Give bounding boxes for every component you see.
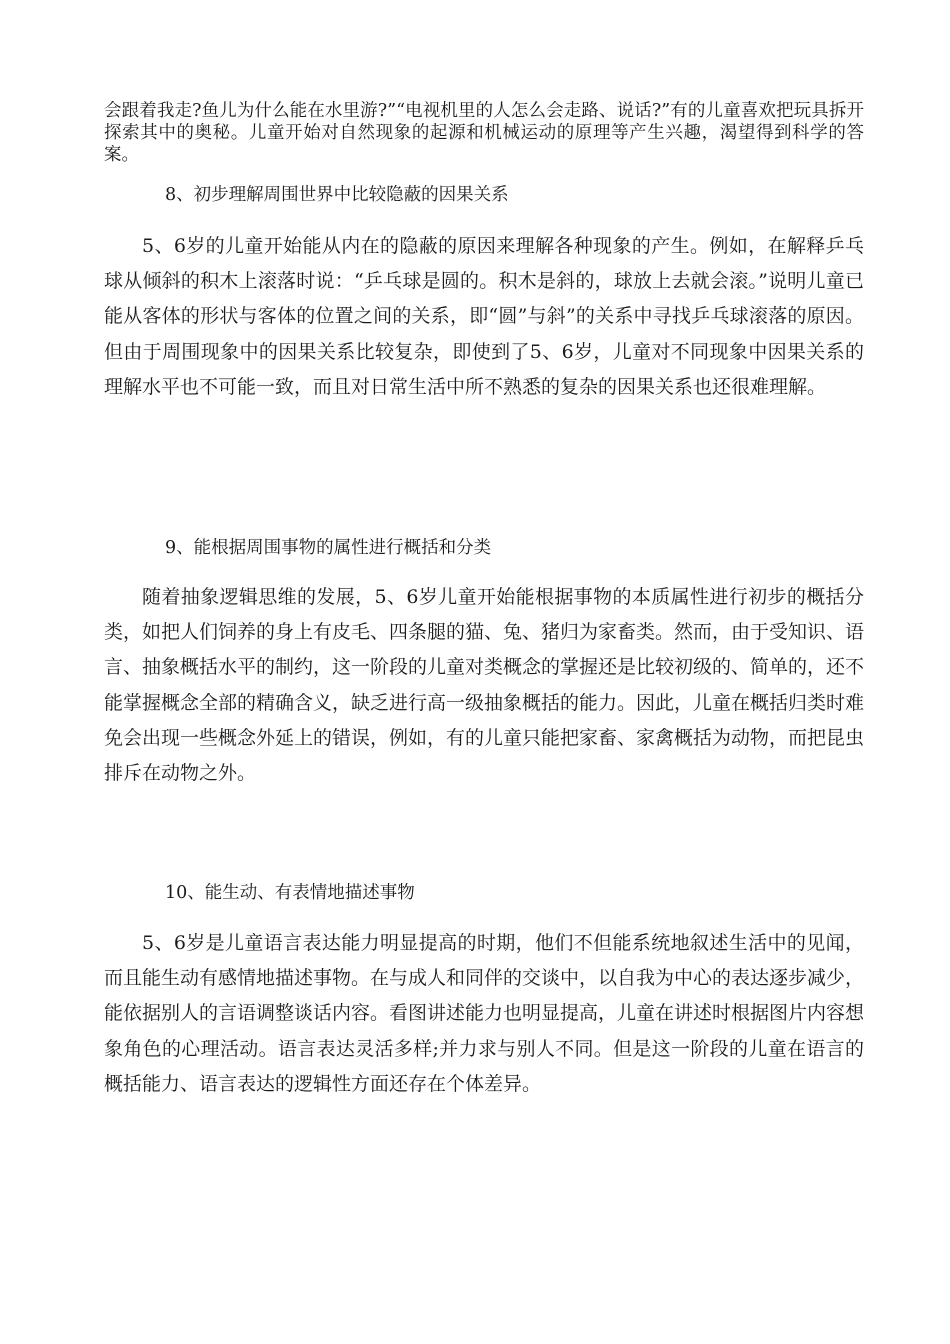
section-heading-10: 10、能生动、有表情地描述事物 xyxy=(165,883,415,903)
section-body-10: 5、6岁是儿童语言表达能力明显提高的时期，他们不但能系统地叙述生活中的见闻，而且能生动有感情地描述事物。在与成人和同伴的交谈中，以自我为中心的表达逐步减少，能依据别人的言语调整谈话内容。看图讲述能力也明显提高，儿童在讲述时根据图片内容想象角色的心理活动。语言表达灵活多样;并力求与别人不同。但是这一阶段的儿童在语言的概括能力、语言表达的逻辑性方面还存在个体差异。 xyxy=(104,932,865,1095)
intro-paragraph: 会跟着我走?鱼儿为什么能在水里游?”“电视机里的人怎么会走路、说话?”有的儿童喜欢把玩具拆开探索其中的奥秘。儿童开始对自然现象的起源和机械运动的原理等产生兴趣，渴望得到科学的答案。 xyxy=(104,101,864,165)
section-body-8: 5、6岁的儿童开始能从内在的隐蔽的原因来理解各种现象的产生。例如，在解释乒乓球从倾斜的积木上滚落时说：“乒乓球是圆的。积木是斜的，球放上去就会滚。”说明儿童已能从客体的形状与客体的位置之间的关系，即“圆”与斜”的关系中寻找乒乓球滚落的原因。但由于周围现象中的因果关系比较复杂，即使到了5、6岁，儿童对不同现象中因果关系的理解水平也不可能一致，而且对日常生活中所不熟悉的复杂的因果关系也还很难理解。 xyxy=(104,235,864,398)
section-body-9: 随着抽象逻辑思维的发展，5、6岁儿童开始能根据事物的本质属性进行初步的概括分类，如把人们饲养的身上有皮毛、四条腿的猫、兔、猪归为家畜类。然而，由于受知识、语言、抽象概括水平的制约，这一阶段的儿童对类概念的掌握还是比较初级的、简单的，还不能掌握概念全部的精确含义，缺乏进行高一级抽象概括的能力。因此，儿童在概括归类时难免会出现一些概念外延上的错误，例如，有的儿童只能把家畜、家禽概括为动物，而把昆虫排斥在动物之外。 xyxy=(104,586,865,785)
section-heading-9: 9、能根据周围事物的属性进行概括和分类 xyxy=(165,538,492,558)
section-heading-8: 8、初步理解周围世界中比较隐蔽的因果关系 xyxy=(165,185,509,205)
